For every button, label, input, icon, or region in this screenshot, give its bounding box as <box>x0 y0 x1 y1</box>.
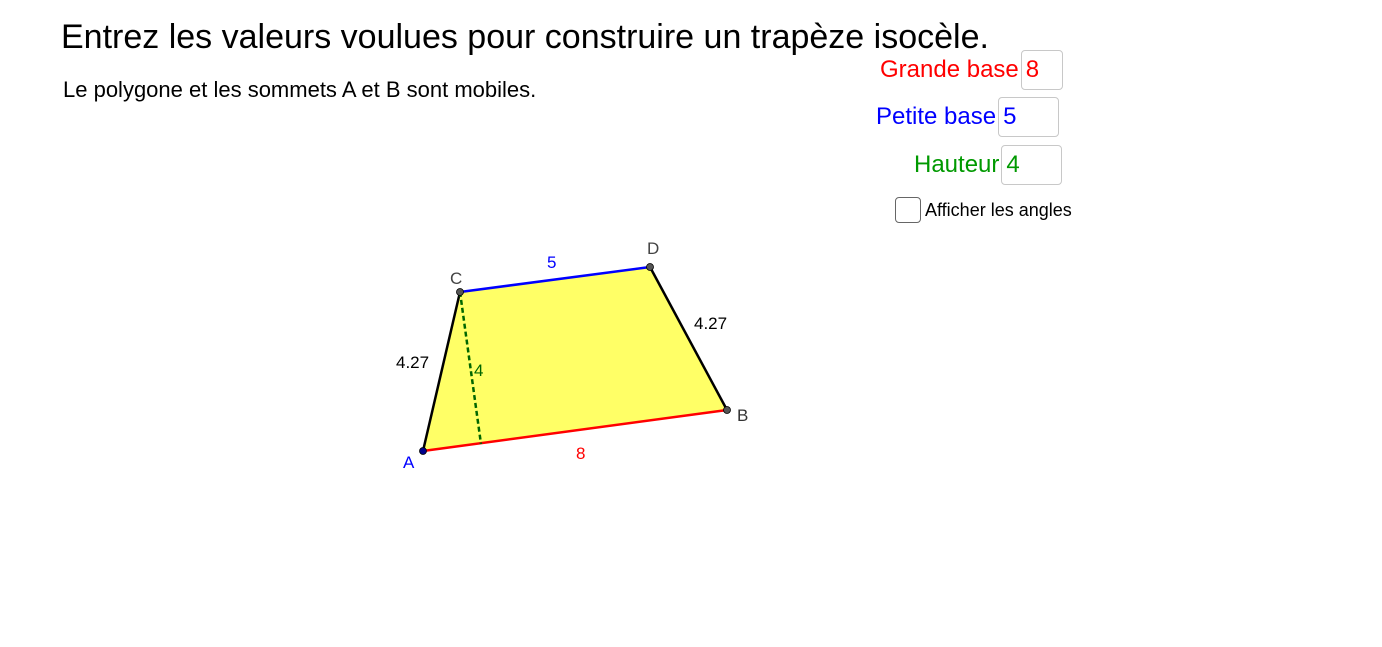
measure-bd: 4.27 <box>694 314 728 333</box>
measure-cd: 5 <box>547 253 557 272</box>
measure-ac: 4.27 <box>396 353 430 372</box>
point-c <box>457 289 464 296</box>
hauteur-input[interactable]: 4 <box>1001 145 1062 185</box>
measure-height: 4 <box>474 361 484 380</box>
hauteur-label: Hauteur <box>914 151 1000 178</box>
label-d: D <box>647 239 660 258</box>
point-d <box>647 264 654 271</box>
label-b: B <box>737 406 749 425</box>
label-c: C <box>450 269 463 288</box>
grande-base-label: Grande base <box>880 56 1019 83</box>
instructions-text: Le polygone et les sommets A et B sont mobiles. <box>63 77 537 102</box>
label-a: A <box>403 453 415 472</box>
point-a[interactable] <box>420 448 427 455</box>
grande-base-input[interactable]: 8 <box>1021 50 1063 90</box>
show-angles-label: Afficher les angles <box>925 199 1072 220</box>
petite-base-label: Petite base <box>876 103 997 130</box>
point-b[interactable] <box>724 407 731 414</box>
page-title: Entrez les valeurs voulues pour construire un trapèze isocèle. <box>61 18 989 56</box>
measure-ab: 8 <box>576 444 586 463</box>
petite-base-input[interactable]: 5 <box>998 97 1059 137</box>
